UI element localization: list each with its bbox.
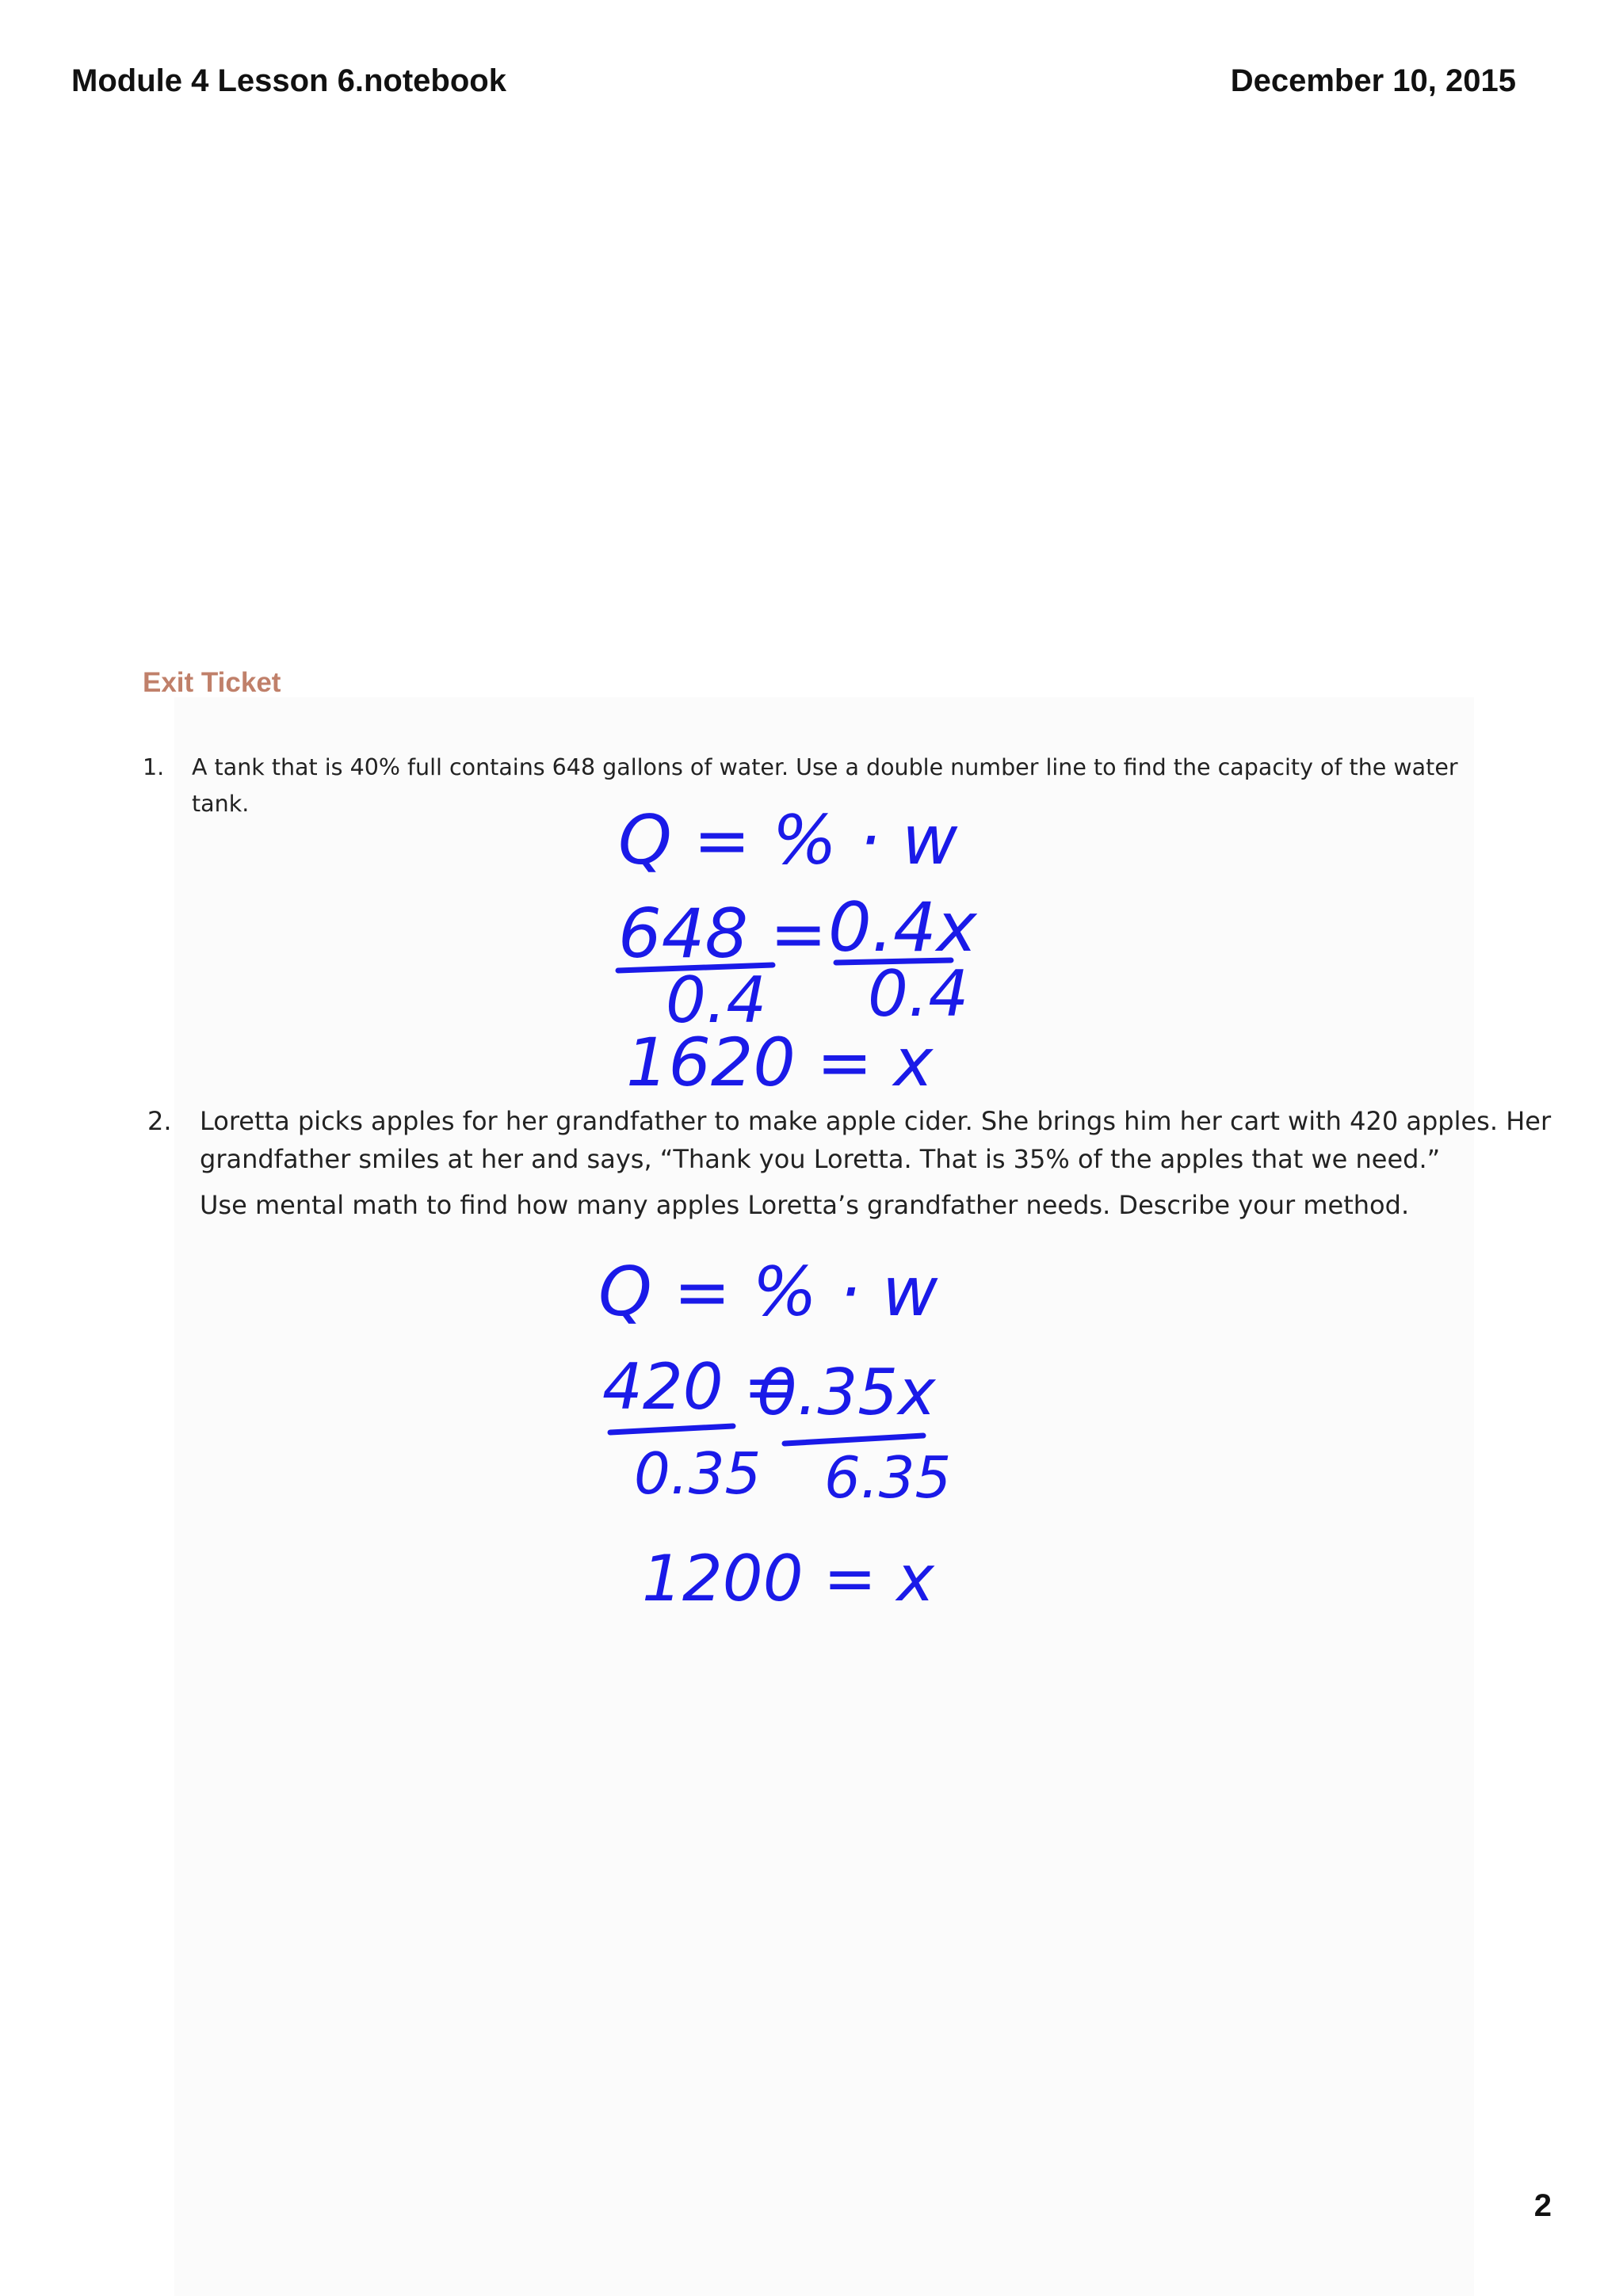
q2-fraction-bar-left [610, 1426, 733, 1432]
q1-equation-left: 648 = [618, 894, 827, 974]
question-1-line-1: A tank that is 40% full contains 648 gallons of water. Use a double number line to find the capacity of the water [192, 754, 1458, 780]
q1-result: 1620 = x [626, 1024, 934, 1101]
q2-fraction-bar-right [785, 1436, 923, 1444]
q2-result: 1200 = x [642, 1542, 934, 1615]
q1-divisor-right: 0.4 [868, 957, 969, 1031]
question-1-number: 1. [143, 754, 165, 780]
q2-formula: Q = % · w [598, 1253, 938, 1332]
question-1-line-2: tank. [192, 791, 250, 817]
q2-equation-left: 420 = [602, 1350, 797, 1424]
notebook-title: Module 4 Lesson 6.notebook [71, 63, 506, 98]
q1-formula: Q = % · w [618, 801, 958, 880]
notebook-date: December 10, 2015 [1230, 63, 1516, 98]
q2-equation-right: 0.35x [757, 1356, 936, 1429]
question-2-line-2: grandfather smiles at her and says, “Thank you Loretta. That is 35% of the apples that we need.” [200, 1144, 1441, 1174]
page-number: 2 [1533, 2188, 1552, 2223]
question-2-line-1: Loretta picks apples for her grandfather to make apple cider. She brings him her cart with 420 apples. Her [200, 1106, 1552, 1136]
exit-ticket-title: Exit Ticket [143, 667, 281, 698]
q1-divisor-left: 0.4 [666, 963, 767, 1037]
question-2-line-3: Use mental math to find how many apples Loretta’s grandfather needs. Describe your method. [200, 1190, 1410, 1220]
q1-equation-right: 0.4x [828, 888, 977, 967]
q2-divisor-left: 0.35 [634, 1440, 762, 1507]
question-2-number: 2. [147, 1106, 172, 1136]
q2-divisor-right: 6.35 [824, 1444, 952, 1511]
